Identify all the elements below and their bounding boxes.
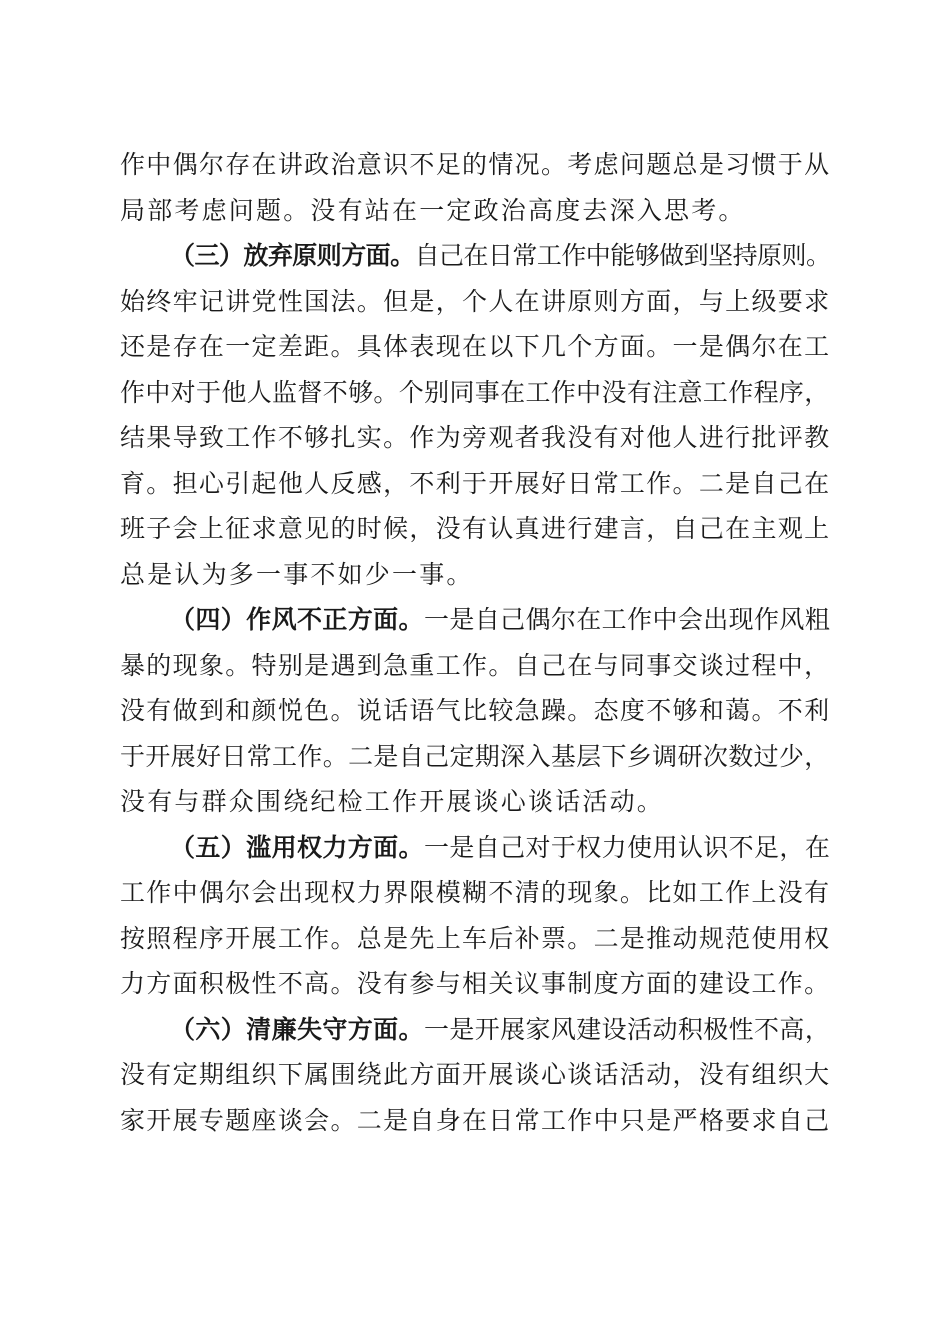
text-line: 总是认为多一事不如少一事。 xyxy=(120,559,474,589)
text-line: 暴的现象。特别是遇到急重工作。自己在与同事交谈过程中， xyxy=(120,650,831,680)
text-line-first xyxy=(120,597,830,643)
text-line: 力方面积极性不高。没有参与相关议事制度方面的建设工作。 xyxy=(120,969,831,998)
text-line: 局部考虑问题。没有站在一定政治高度去深入思考。 xyxy=(120,195,746,225)
text-line: 没有与群众围绕纪检工作开展谈心谈话活动。 xyxy=(120,787,665,816)
text-line: 结果导致工作不够扎实。作为旁观者我没有对他人进行批评教 xyxy=(120,423,831,452)
text-run: 一是开展家风建设活动积极性不高， xyxy=(423,1014,831,1044)
text-run: 一是自己偶尔在工作中会出现作风粗 xyxy=(423,605,831,634)
text-line: 育。担心引起他人反感，不利于开展好日常工作。二是自己在 xyxy=(120,468,831,498)
text-line-first xyxy=(120,1007,830,1053)
text-line: 没有做到和颜悦色。说话语气比较急躁。态度不够和蔼。不利 xyxy=(120,696,831,725)
section-heading: （五）滥用权力方面。 xyxy=(170,832,424,862)
text-line: 还是存在一定差距。具体表现在以下几个方面。一是偶尔在工 xyxy=(120,332,831,361)
text-line-first xyxy=(120,233,830,279)
text-line: 班子会上征求意见的时候，没有认真进行建言，自己在主观上 xyxy=(120,514,831,543)
text-line: 于开展好日常工作。二是自己定期深入基层下乡调研次数过少， xyxy=(120,741,830,771)
paragraph-section-3 xyxy=(120,233,830,597)
paragraph-section-4 xyxy=(120,597,830,825)
text-line: 按照程序开展工作。总是先上车后补票。二是推动规范使用权 xyxy=(120,923,831,953)
text-line-first xyxy=(120,825,830,871)
section-heading: （四）作风不正方面。 xyxy=(170,605,424,634)
text-line: 作中对于他人监督不够。个别同事在工作中没有注意工作程序， xyxy=(120,377,830,407)
text-line: 没有定期组织下属围绕此方面开展谈心谈话活动，没有组织大 xyxy=(120,1060,831,1089)
text-line: 作中偶尔存在讲政治意识不足的情况。考虑问题总是习惯于从 xyxy=(120,150,831,179)
text-run: 自己在日常工作中能够做到坚持原则。 xyxy=(414,241,831,270)
text-run: 一是自己对于权力使用认识不足，在 xyxy=(423,832,831,862)
text-line: 始终牢记讲党性国法。但是，个人在讲原则方面，与上级要求 xyxy=(120,286,831,316)
paragraph-section-6 xyxy=(120,1007,830,1144)
text-line: 家开展专题座谈会。二是自身在日常工作中只是严格要求自己 xyxy=(120,1105,831,1135)
section-heading: （六）清廉失守方面。 xyxy=(170,1014,424,1044)
text-line: 工作中偶尔会出现权力界限模糊不清的现象。比如工作上没有 xyxy=(120,878,831,907)
document-body xyxy=(120,142,830,1143)
section-heading: （三）放弃原则方面。 xyxy=(170,241,415,270)
paragraph-section-5 xyxy=(120,825,830,1007)
paragraph-continuation xyxy=(120,142,830,233)
